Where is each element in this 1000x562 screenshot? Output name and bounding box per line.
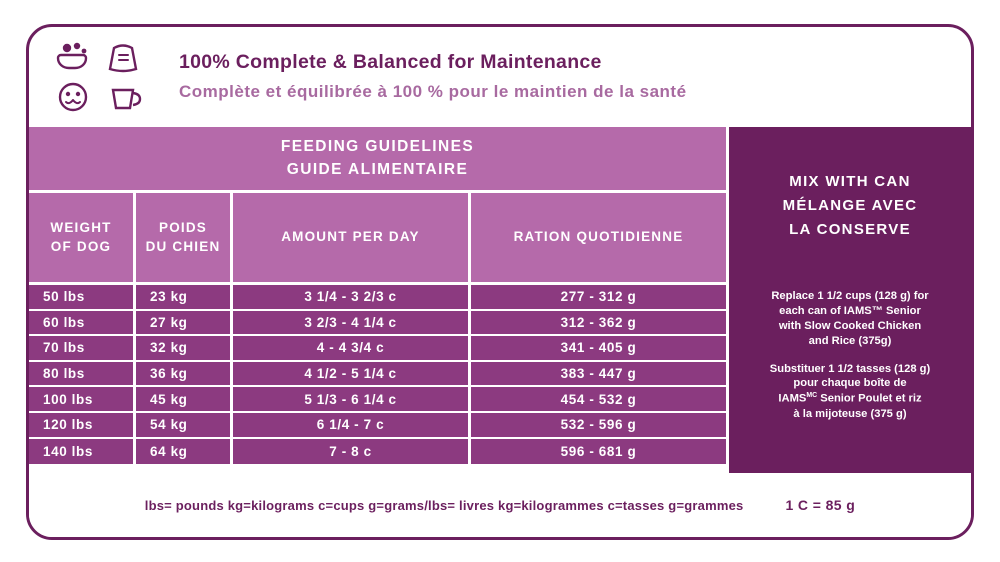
cell-amount-per-day: 7 - 8 c: [233, 439, 471, 465]
cell-weight-lbs: 70 lbs: [29, 336, 136, 360]
cell-weight-lbs: 100 lbs: [29, 387, 136, 411]
cell-weight-lbs: 140 lbs: [29, 439, 136, 465]
rounded-card: [26, 24, 974, 540]
col-header-line1: AMOUNT PER DAY: [281, 229, 420, 245]
col-header-line2: OF DOG: [50, 238, 112, 254]
mix-title-line3: LA CONSERVE: [789, 221, 911, 238]
mix-en-line2: each can of IAMS™ Senior: [779, 304, 921, 317]
table-row: [29, 311, 726, 337]
table-header-row: [29, 193, 726, 285]
mix-with-can-body: [729, 285, 971, 422]
card-footer: [29, 473, 971, 537]
units-legend: lbs= pounds kg=kilograms c=cups g=grams/lbs= livres kg=kilogrammes c=tasses g=grammes: [144, 497, 744, 513]
cell-ration-quotidienne: 532 - 596 g: [560, 417, 637, 433]
mix-title-line2: MÉLANGE AVEC: [782, 197, 918, 214]
cell-weight-kg: 45 kg: [136, 387, 233, 411]
mix-title-line1: MIX WITH CAN: [789, 173, 911, 190]
feeding-guidelines-table: [29, 127, 726, 479]
table-row: [29, 387, 726, 413]
cell-amount-per-day: 6 1/4 - 7 c: [233, 413, 471, 437]
cell-weight-lbs: 80 lbs: [29, 362, 136, 386]
mix-en-line1: Replace 1 1/2 cups (128 g) for: [771, 290, 929, 302]
table-row: [29, 336, 726, 362]
mix-fr-line3-rest: Senior Poulet et riz: [817, 393, 922, 406]
cup-scoop-icon: [105, 79, 149, 115]
cell-weight-kg: 27 kg: [136, 311, 233, 335]
cup-conversion: 1 C = 85 g: [785, 497, 856, 513]
cell-amount-per-day: 3 1/4 - 3 2/3 c: [233, 285, 471, 309]
dog-face-icon: [55, 79, 99, 115]
card-header: [29, 27, 971, 127]
mix-with-can-panel: [726, 127, 971, 479]
mix-fr-line2: pour chaque boîte de: [793, 377, 907, 390]
table-row: [29, 362, 726, 388]
column-header-ration-quotidienne: [471, 193, 726, 282]
col-header-line1: WEIGHT: [50, 219, 112, 235]
cell-weight-lbs: 120 lbs: [29, 413, 136, 437]
mix-fr-line4: à la mijoteuse (375 g): [793, 407, 907, 420]
table-row: [29, 285, 726, 311]
feeding-guidelines-title: [29, 127, 726, 193]
cell-amount-per-day: 4 1/2 - 5 1/4 c: [233, 362, 471, 386]
header-icon-group: [55, 39, 163, 115]
cell-ration-quotidienne: 383 - 447 g: [560, 366, 637, 382]
mix-body-en: [743, 289, 957, 349]
cell-ration-quotidienne: 454 - 532 g: [560, 391, 637, 407]
mix-fr-line1: Substituer 1 1/2 tasses (128 g): [769, 362, 931, 375]
cell-ration-quotidienne: 312 - 362 g: [560, 314, 637, 330]
cell-ration-quotidienne: 277 - 312 g: [560, 289, 637, 305]
cell-weight-kg: 36 kg: [136, 362, 233, 386]
mix-en-line3: with Slow Cooked Chicken: [778, 319, 922, 332]
mix-with-can-title: [729, 127, 971, 285]
cell-ration-quotidienne: 341 - 405 g: [560, 340, 637, 356]
feeding-title-fr: GUIDE ALIMENTAIRE: [286, 160, 469, 178]
col-header-line1: POIDS: [158, 219, 207, 235]
dog-bowl-icon: [55, 39, 99, 75]
cell-amount-per-day: 4 - 4 3/4 c: [233, 336, 471, 360]
cell-weight-lbs: 60 lbs: [29, 311, 136, 335]
col-header-line2: DU CHIEN: [145, 238, 221, 254]
col-header-line1: RATION QUOTIDIENNE: [513, 229, 684, 245]
cell-weight-kg: 32 kg: [136, 336, 233, 360]
mix-fr-line3: [743, 391, 957, 407]
mix-fr-brand: IAMS: [778, 393, 807, 406]
column-header-amount-per-day: [233, 193, 471, 282]
cell-amount-per-day: 5 1/3 - 6 1/4 c: [233, 387, 471, 411]
table-row: [29, 413, 726, 439]
column-header-poids-du-chien: [136, 193, 233, 282]
table-body: [29, 285, 726, 464]
cell-weight-kg: 23 kg: [136, 285, 233, 309]
cell-ration-quotidienne: 596 - 681 g: [560, 443, 637, 459]
header-text-block: [179, 50, 687, 104]
table-region: [29, 127, 971, 479]
food-bag-icon: [105, 39, 149, 75]
header-title-fr: Complète et équilibrée à 100 % pour le maintien de la santé: [179, 82, 687, 102]
mix-en-line4: and Rice (375g): [808, 334, 892, 347]
table-row: [29, 439, 726, 465]
cell-weight-kg: 64 kg: [136, 439, 233, 465]
cell-weight-kg: 54 kg: [136, 413, 233, 437]
cell-amount-per-day: 3 2/3 - 4 1/4 c: [233, 311, 471, 335]
header-title-en: 100% Complete & Balanced for Maintenance: [179, 50, 602, 73]
cell-weight-lbs: 50 lbs: [29, 285, 136, 309]
column-header-weight-of-dog: [29, 193, 136, 282]
mix-fr-trademark: MC: [806, 392, 818, 400]
feeding-title-en: FEEDING GUIDELINES: [280, 138, 475, 156]
mix-body-fr: [743, 362, 957, 422]
